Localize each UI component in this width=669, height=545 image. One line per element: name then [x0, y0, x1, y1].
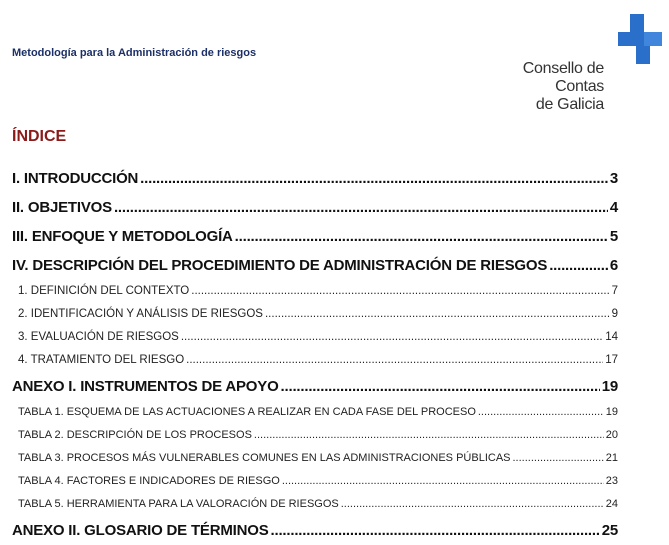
toc-entry-label: 4. TRATAMIENTO DEL RIESGO	[18, 354, 185, 366]
toc-entry[interactable]	[12, 222, 618, 251]
toc-entry[interactable]	[12, 470, 618, 493]
toc-entry-page: 24	[605, 498, 618, 510]
toc-dot-leader	[254, 424, 604, 447]
toc-entry[interactable]	[12, 349, 618, 372]
toc-dot-leader	[191, 280, 609, 303]
toc-entry[interactable]	[12, 164, 618, 193]
toc-entry-label: TABLA 2. DESCRIPCIÓN DE LOS PROCESOS	[18, 429, 252, 441]
toc-entry-page: 3	[609, 170, 618, 187]
logo-line-2: de Galicia	[535, 96, 604, 113]
toc-entry-page: 7	[611, 285, 618, 297]
toc-entry-page: 4	[609, 199, 618, 216]
toc-entry[interactable]	[12, 251, 618, 280]
toc-dot-leader	[513, 447, 604, 470]
toc-dot-leader	[181, 326, 603, 349]
toc-dot-leader	[341, 493, 604, 516]
toc-entry-label: TABLA 3. PROCESOS MÁS VULNERABLES COMUNES EN LAS ADMINISTRACIONES PÚBLICAS	[18, 452, 511, 464]
toc-entry[interactable]	[12, 447, 618, 470]
toc-entry-label: III. ENFOQUE Y METODOLOGÍA	[12, 228, 233, 245]
toc-entry[interactable]	[12, 303, 618, 326]
document-header-title: Metodología para la Administración de riesgos	[12, 47, 257, 59]
toc-entry-label: TABLA 1. ESQUEMA DE LAS ACTUACIONES A REALIZAR EN CADA FASE DEL PROCESO	[18, 406, 476, 418]
toc-dot-leader	[265, 303, 610, 326]
toc-entry-label: 2. IDENTIFICACIÓN Y ANÁLISIS DE RIESGOS	[18, 308, 263, 320]
index-title: ÍNDICE	[12, 128, 67, 145]
toc-entry[interactable]	[12, 193, 618, 222]
table-of-contents	[12, 164, 618, 545]
toc-dot-leader	[478, 401, 604, 424]
toc-entry[interactable]	[12, 372, 618, 401]
toc-entry-page: 19	[605, 406, 618, 418]
toc-entry-page: 20	[605, 429, 618, 441]
toc-entry[interactable]	[12, 280, 618, 303]
toc-entry-label: I. INTRODUCCIÓN	[12, 170, 139, 187]
toc-dot-leader	[281, 372, 600, 401]
logo-text	[500, 60, 604, 114]
toc-entry-page: 19	[601, 378, 618, 395]
toc-entry-label: II. OBJETIVOS	[12, 199, 112, 216]
toc-entry[interactable]	[12, 516, 618, 545]
toc-entry[interactable]	[12, 493, 618, 516]
toc-entry-label: 1. DEFINICIÓN DEL CONTEXTO	[18, 285, 190, 297]
toc-dot-leader	[114, 193, 608, 222]
toc-entry-page: 25	[601, 522, 618, 539]
toc-entry-label: TABLA 5. HERRAMIENTA PARA LA VALORACIÓN DE RIESGOS	[18, 498, 339, 510]
toc-entry-page: 6	[609, 257, 618, 274]
toc-entry-label: 3. EVALUACIÓN DE RIESGOS	[18, 331, 179, 343]
toc-dot-leader	[271, 516, 600, 545]
toc-entry-page: 17	[605, 354, 618, 366]
toc-entry-label: ANEXO I. INSTRUMENTOS DE APOYO	[12, 378, 279, 395]
toc-dot-leader	[549, 251, 608, 280]
toc-entry[interactable]	[12, 424, 618, 447]
toc-dot-leader	[186, 349, 603, 372]
toc-entry[interactable]	[12, 326, 618, 349]
toc-dot-leader	[282, 470, 604, 493]
toc-entry-page: 5	[609, 228, 618, 245]
toc-entry[interactable]	[12, 401, 618, 424]
toc-entry-page: 23	[605, 475, 618, 487]
logo-line-1: Consello de Contas	[522, 60, 604, 95]
toc-dot-leader	[235, 222, 608, 251]
toc-entry-label: ANEXO II. GLOSARIO DE TÉRMINOS	[12, 522, 269, 539]
toc-entry-page: 14	[605, 331, 618, 343]
toc-dot-leader	[140, 164, 608, 193]
toc-entry-label: IV. DESCRIPCIÓN DEL PROCEDIMIENTO DE ADMINISTRACIÓN DE RIESGOS	[12, 257, 548, 274]
toc-entry-page: 21	[605, 452, 618, 464]
logo-cross-icon	[618, 14, 662, 64]
toc-entry-label: TABLA 4. FACTORES E INDICADORES DE RIESGO	[18, 475, 280, 487]
institution-logo	[500, 14, 660, 113]
toc-entry-page: 9	[611, 308, 618, 320]
